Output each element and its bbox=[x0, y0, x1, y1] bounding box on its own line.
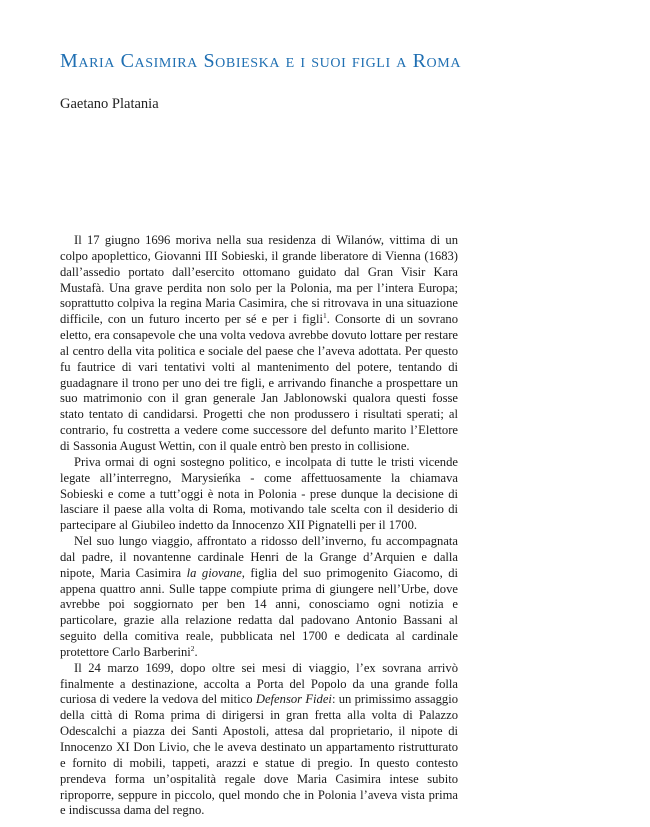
article-title: Maria Casimira Sobieska e i suoi figli a Roma bbox=[60, 50, 462, 72]
text-run: Il 24 marzo 1699, dopo oltre sei mesi di viaggio, l’ex sovrana arrivò finalmente a destinazione, accolta a Porta del Popolo da una grande folla curiosa di vedere la vedova del mitico bbox=[60, 660, 458, 707]
footnote-ref[interactable]: 2 bbox=[190, 643, 195, 653]
article-body bbox=[60, 233, 458, 819]
italic-text: la giovane bbox=[186, 565, 242, 580]
paragraph bbox=[60, 233, 458, 455]
text-run: . Consorte di un sovrano eletto, era consapevole che una volta vedova avrebbe dovuto lottare per restare al centro della vita politica e sociale del paese che l’aveva adottata. Per questo fu fautrice di vari tentativi volti al mantenimento del potere, tentando di guadagnare il trono per uno dei tre figli, e arrivando finanche a prospettare un suo matrimonio con il gran generale Jan Jablonowski qualora questi fosse stato tentato di candidarsi. Progetti che non produssero i risultati sperati; al contrario, fu costretta a vedere come successore del defunto marito l’Elettore di Sassonia August Wettin, con il quale entrò ben presto in collisione. bbox=[60, 312, 458, 453]
paragraph bbox=[60, 534, 458, 661]
text-run: Priva ormai di ogni sostegno politico, e incolpata di tutte le tristi vicende legate all’interregno, Marysieńka - come affettuosamente la chiamava Sobieski e come a tutt’oggi è nota in Polonia - prese dunque la decisione di lasciare il paese alla volta di Roma, motivando tale scelta con il desiderio di partecipare al Giubileo indetto da Innocenzo XII Pignatelli per il 1700. bbox=[60, 454, 458, 533]
paragraph bbox=[60, 455, 458, 534]
italic-text: Defensor Fidei bbox=[255, 692, 332, 707]
text-run: , figlia del suo primogenito Giacomo, di appena quattro anni. Sulle tappe compiute prima di giungere nell’Urbe, dove avrebbe poi soggiornato per ben 14 anni, conosciamo ogni notizia e particolare, grazie alla relazione redatta dal padovano Antonio Bassani al seguito della comitiva reale, pubblicata nel 1700 e dedicata al cardinale protettore Carlo Barberini bbox=[60, 565, 458, 659]
footnote-ref[interactable]: 1 bbox=[322, 311, 327, 321]
author-name: Gaetano Platania bbox=[60, 96, 159, 112]
text-run: : un primissimo assaggio della città di Roma prima di dirigersi in gran fretta alla volta di Palazzo Odescalchi a piazza dei Santi Apostoli, attesa dal proprietario, il nipote di Innocenzo XI Don Livio, che le aveva destinato un appartamento ristrutturato e fornito di mobili, tappeti, arazzi e statue di pregio. In questo contesto prendeva forma un’ospitalità regale dove Maria Casimira intese subito riproporre, seppure in piccolo, quel mondo che in Polonia l’aveva vista prima e indiscussa dama del regno. bbox=[60, 692, 458, 818]
text-run: . bbox=[194, 644, 198, 659]
paragraph bbox=[60, 661, 458, 819]
text-run: Il 17 giugno 1696 moriva nella sua residenza di Wilanów, vittima di un colpo apoplettico, Giovanni III Sobieski, il grande liberatore di Vienna (1683) dall’assedio portato dall’esercito ottomano guidato dal Gran Visir Kara Mustafà. Una grave perdita non solo per la Polonia, ma per l’intera Europa; soprattutto colpiva la regina Maria Casimira, che si ritrovava in una situazione difficile, con un futuro incerto per sé e per i figli bbox=[60, 233, 458, 327]
text-run: Nel suo lungo viaggio, affrontato a ridosso dell’inverno, fu accompagnata dal padre, il novantenne cardinale Henri de la Grange d’Arquien e dalla nipote, Maria Casimira bbox=[60, 534, 458, 580]
